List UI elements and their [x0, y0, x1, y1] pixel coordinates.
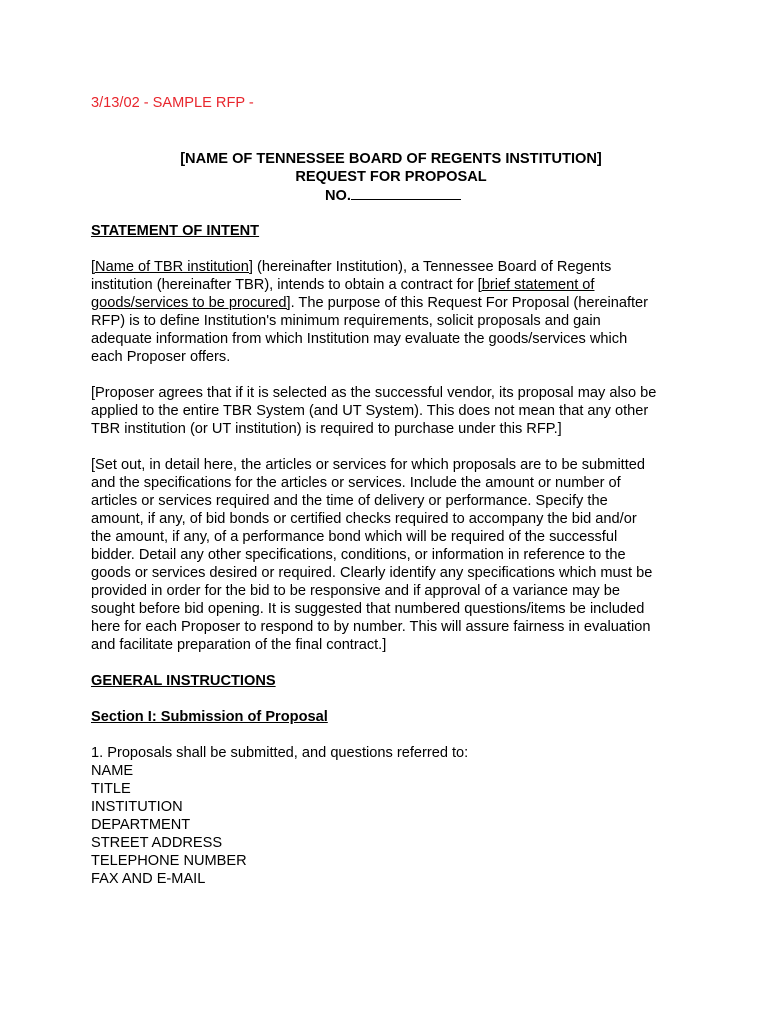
- contact-field-name: NAME: [91, 763, 134, 779]
- system-purchase-paragraph: [91, 384, 691, 438]
- intent-line: RFP) is to define Institution's minimum requirements, solicit proposals and gain: [91, 313, 601, 329]
- contact-field-telephone: TELEPHONE NUMBER: [91, 853, 247, 869]
- paragraph-line: and the specifications for the articles or services. Include the amount or number of: [91, 475, 621, 491]
- intent-line-text: . The purpose of this Request For Proposal (hereinafter: [290, 295, 649, 311]
- draft-date-line: 3/13/02 - SAMPLE RFP -: [91, 95, 254, 111]
- paragraph-line: articles or services required and the time of delivery or performance. Specify the: [91, 493, 608, 509]
- contact-fields-list: [91, 762, 691, 888]
- paragraph-line: applied to the entire TBR System (and UT System). This does not mean that any other: [91, 403, 649, 419]
- section-1-heading: Section I: Submission of Proposal: [91, 709, 328, 725]
- intent-line: [91, 276, 691, 294]
- paragraph-line: bidder. Detail any other specifications, conditions, or information in reference to the: [91, 547, 626, 563]
- paragraph-line: TBR institution (or UT institution) is required to purchase under this RFP.]: [91, 421, 562, 437]
- paragraph-line: goods or services desired or required. Clearly identify any specifications which must be: [91, 565, 653, 581]
- paragraph-line: here for each Proposer to respond to by number. This will assure fairness in evaluation: [91, 619, 651, 635]
- proposal-number-line: [91, 186, 691, 205]
- statement-of-intent-heading: STATEMENT OF INTENT: [91, 223, 260, 239]
- intent-line: adequate information from which Institution may evaluate the goods/services which: [91, 331, 628, 347]
- contact-field-title: TITLE: [91, 781, 131, 797]
- proposal-number-label: NO.: [325, 188, 351, 204]
- intent-line: [91, 294, 691, 312]
- proposal-number-blank: [351, 186, 461, 200]
- paragraph-line: amount, if any, of bid bonds or certified checks required to accompany the bid and/or: [91, 511, 637, 527]
- intent-paragraph: [91, 258, 691, 366]
- intent-line-text: (hereinafter Institution), a Tennessee Board of Regents: [252, 259, 612, 275]
- submission-item-1: 1. Proposals shall be submitted, and questions referred to:: [91, 745, 469, 761]
- paragraph-line: [Proposer agrees that if it is selected as the successful vendor, its proposal may also be: [91, 385, 657, 401]
- specifications-paragraph: [91, 456, 691, 654]
- institution-name-placeholder: [NAME OF TENNESSEE BOARD OF REGENTS INSTITUTION]: [180, 151, 602, 167]
- document-page: [91, 94, 691, 888]
- contact-field-street-address: STREET ADDRESS: [91, 835, 223, 851]
- intent-line-text: institution (hereinafter TBR), intends to obtain a contract for: [91, 277, 478, 293]
- contact-field-department: DEPARTMENT: [91, 817, 191, 833]
- tbr-institution-placeholder: [Name of TBR institution]: [91, 259, 253, 275]
- paragraph-line: the amount, if any, of a performance bond which will be required of the successful: [91, 529, 618, 545]
- general-instructions-heading: GENERAL INSTRUCTIONS: [91, 673, 276, 689]
- contact-field-institution: INSTITUTION: [91, 799, 183, 815]
- contact-field-fax-email: FAX AND E-MAIL: [91, 871, 206, 887]
- intent-line: [91, 258, 691, 276]
- goods-services-placeholder: [brief statement of: [477, 277, 595, 293]
- paragraph-line: provided in order for the bid to be responsive and if approval of a variance may be: [91, 583, 620, 599]
- goods-services-placeholder-cont: goods/services to be procured]: [91, 295, 291, 311]
- paragraph-line: [Set out, in detail here, the articles or services for which proposals are to be submitted: [91, 457, 646, 473]
- intent-line: each Proposer offers.: [91, 349, 231, 365]
- paragraph-line: sought before bid opening. It is suggested that numbered questions/items be included: [91, 601, 645, 617]
- paragraph-line: and facilitate preparation of the final contract.]: [91, 637, 387, 653]
- document-title: REQUEST FOR PROPOSAL: [295, 169, 487, 185]
